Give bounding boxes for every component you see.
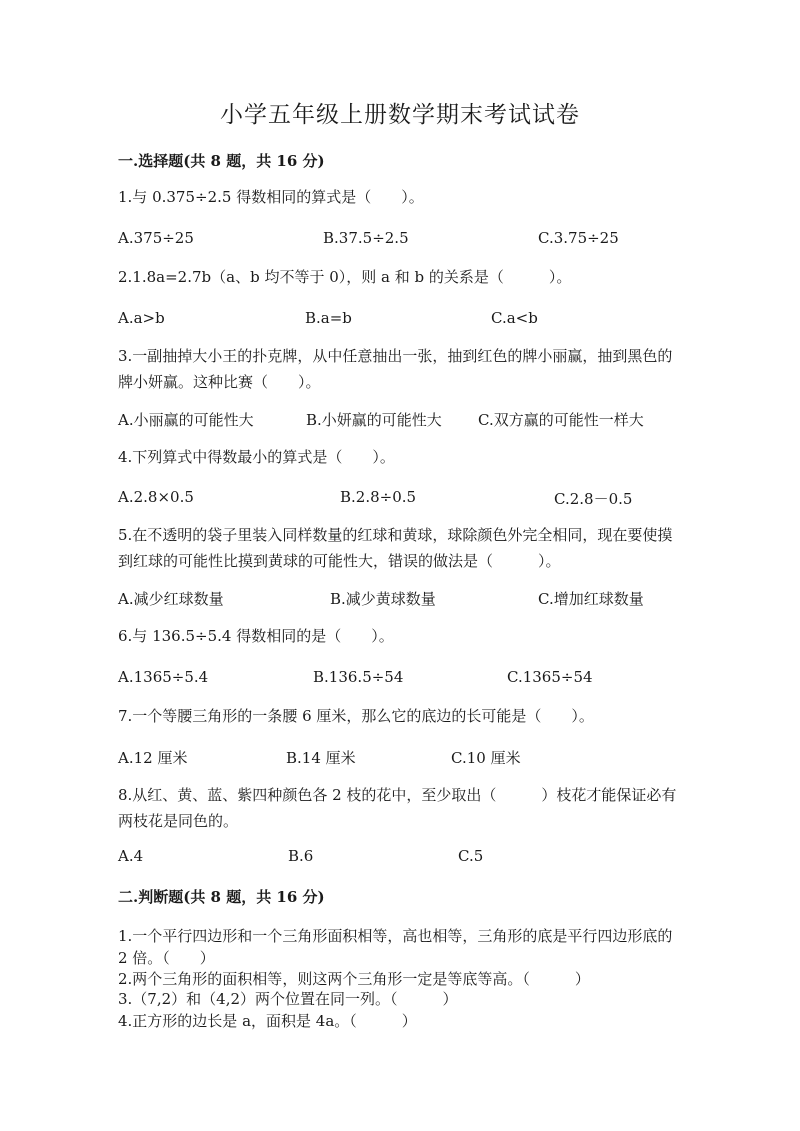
q4-option-b: B.2.8÷0.5 — [340, 488, 417, 506]
tf-question-1: 1.一个平行四边形和一个三角形面积相等，高也相等，三角形的底是平行四边形底的 2 倍。（ ） — [118, 927, 673, 967]
page-title: 小学五年级上册数学期末考试试卷 — [220, 102, 580, 128]
q7-option-a: A.12 厘米 — [118, 749, 188, 767]
q6-option-b: B.136.5÷54 — [313, 668, 404, 686]
q7-option-c: C.10 厘米 — [451, 749, 521, 767]
q2-option-a: A.a>b — [118, 309, 165, 327]
tf-question-3: 3.（7,2）和（4,2）两个位置在同一列。（ ） — [118, 990, 458, 1008]
question-8: 8.从红、黄、蓝、紫四种颜色各 2 枝的花中，至少取出（ ）枝花才能保证必有两枝花是同色的。 — [118, 786, 677, 830]
question-4: 4.下列算式中得数最小的算式是（ ）。 — [118, 448, 395, 466]
q8-option-a: A.4 — [118, 847, 144, 865]
question-6: 6.与 136.5÷5.4 得数相同的是（ ）。 — [118, 627, 394, 645]
q8-option-b: B.6 — [288, 847, 314, 865]
q5-option-a: A.减少红球数量 — [118, 590, 224, 608]
section-heading-true-false: 二.判断题(共 8 题，共 16 分) — [118, 888, 325, 906]
q3-option-b: B.小妍赢的可能性大 — [306, 411, 442, 429]
question-1: 1.与 0.375÷2.5 得数相同的算式是（ ）。 — [118, 188, 424, 206]
q5-option-b: B.减少黄球数量 — [330, 590, 436, 608]
q1-option-c: C.3.75÷25 — [538, 229, 619, 247]
q3-option-a: A.小丽赢的可能性大 — [118, 411, 254, 429]
question-7: 7.一个等腰三角形的一条腰 6 厘米，那么它的底边的长可能是（ ）。 — [118, 707, 594, 725]
q7-option-b: B.14 厘米 — [286, 749, 356, 767]
q5-option-c: C.增加红球数量 — [538, 590, 644, 608]
q4-option-a: A.2.8×0.5 — [118, 488, 194, 506]
q6-option-a: A.1365÷5.4 — [118, 668, 209, 686]
q2-option-b: B.a=b — [305, 309, 352, 327]
q6-option-c: C.1365÷54 — [507, 668, 593, 686]
q2-option-c: C.a<b — [491, 309, 538, 327]
question-2: 2.1.8a=2.7b（a、b 均不等于 0），则 a 和 b 的关系是（ ）。 — [118, 268, 572, 286]
question-3: 3.一副抽掉大小王的扑克牌，从中任意抽出一张，抽到红色的牌小丽赢，抽到黑色的牌小妍赢。这种比赛（ ）。 — [118, 347, 673, 391]
q3-option-c: C.双方赢的可能性一样大 — [478, 411, 644, 429]
q1-option-a: A.375÷25 — [118, 229, 194, 247]
q8-option-c: C.5 — [458, 847, 484, 865]
section-heading-multiple-choice: 一.选择题(共 8 题，共 16 分) — [118, 152, 325, 170]
q4-option-c: C.2.8－0.5 — [554, 490, 633, 508]
q1-option-b: B.37.5÷2.5 — [323, 229, 409, 247]
question-5: 5.在不透明的袋子里装入同样数量的红球和黄球，球除颜色外完全相同，现在要使摸到红球的可能性比摸到黄球的可能性大，错误的做法是（ ）。 — [118, 526, 673, 570]
tf-question-4: 4.正方形的边长是 a，面积是 4a。（ ） — [118, 1012, 417, 1030]
tf-question-2: 2.两个三角形的面积相等，则这两个三角形一定是等底等高。（ ） — [118, 970, 590, 988]
